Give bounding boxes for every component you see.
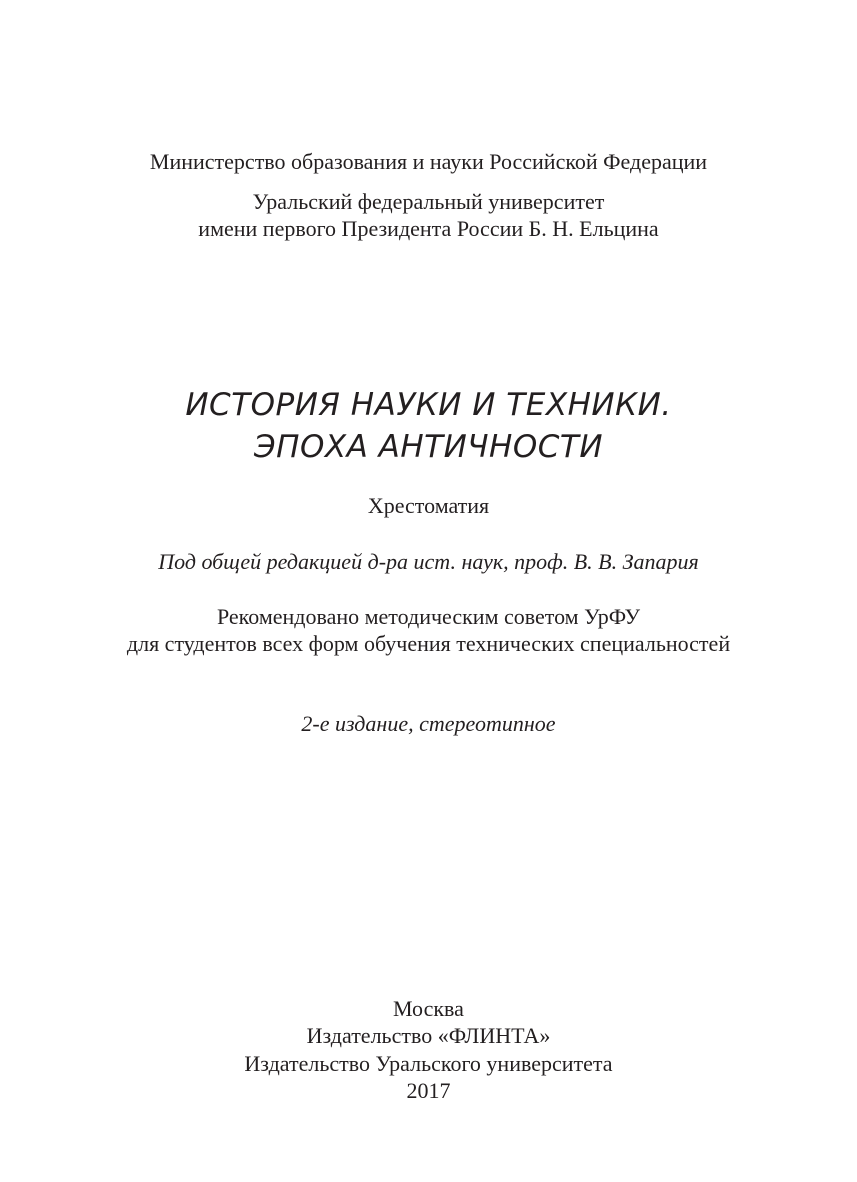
ministry-name: Министерство образования и науки Российской Федерации bbox=[149, 149, 708, 174]
book-title-line1: ИСТОРИЯ НАУКИ И ТЕХНИКИ. bbox=[185, 387, 672, 423]
book-title-line2: ЭПОХА АНТИЧНОСТИ bbox=[253, 429, 604, 465]
recommendation-line1: Рекомендовано методическим советом УрФУ bbox=[216, 604, 641, 629]
book-genre: Хрестоматия bbox=[367, 493, 490, 518]
university-name-line1: Уральский федеральный университет bbox=[252, 189, 605, 214]
recommendation-line2: для студентов всех форм обучения технических специальностей bbox=[126, 631, 731, 656]
imprint-city: Москва bbox=[393, 996, 464, 1021]
imprint-publisher-1: Издательство «ФЛИНТА» bbox=[306, 1023, 551, 1048]
edition-note: 2-е издание, стереотипное bbox=[301, 711, 556, 736]
imprint-publisher-2: Издательство Уральского университета bbox=[244, 1051, 613, 1076]
university-name-line2: имени первого Президента России Б. Н. Ельцина bbox=[198, 216, 659, 241]
imprint-year: 2017 bbox=[406, 1078, 451, 1103]
editor-note: Под общей редакцией д-ра ист. наук, проф. В. В. Запария bbox=[158, 549, 699, 574]
